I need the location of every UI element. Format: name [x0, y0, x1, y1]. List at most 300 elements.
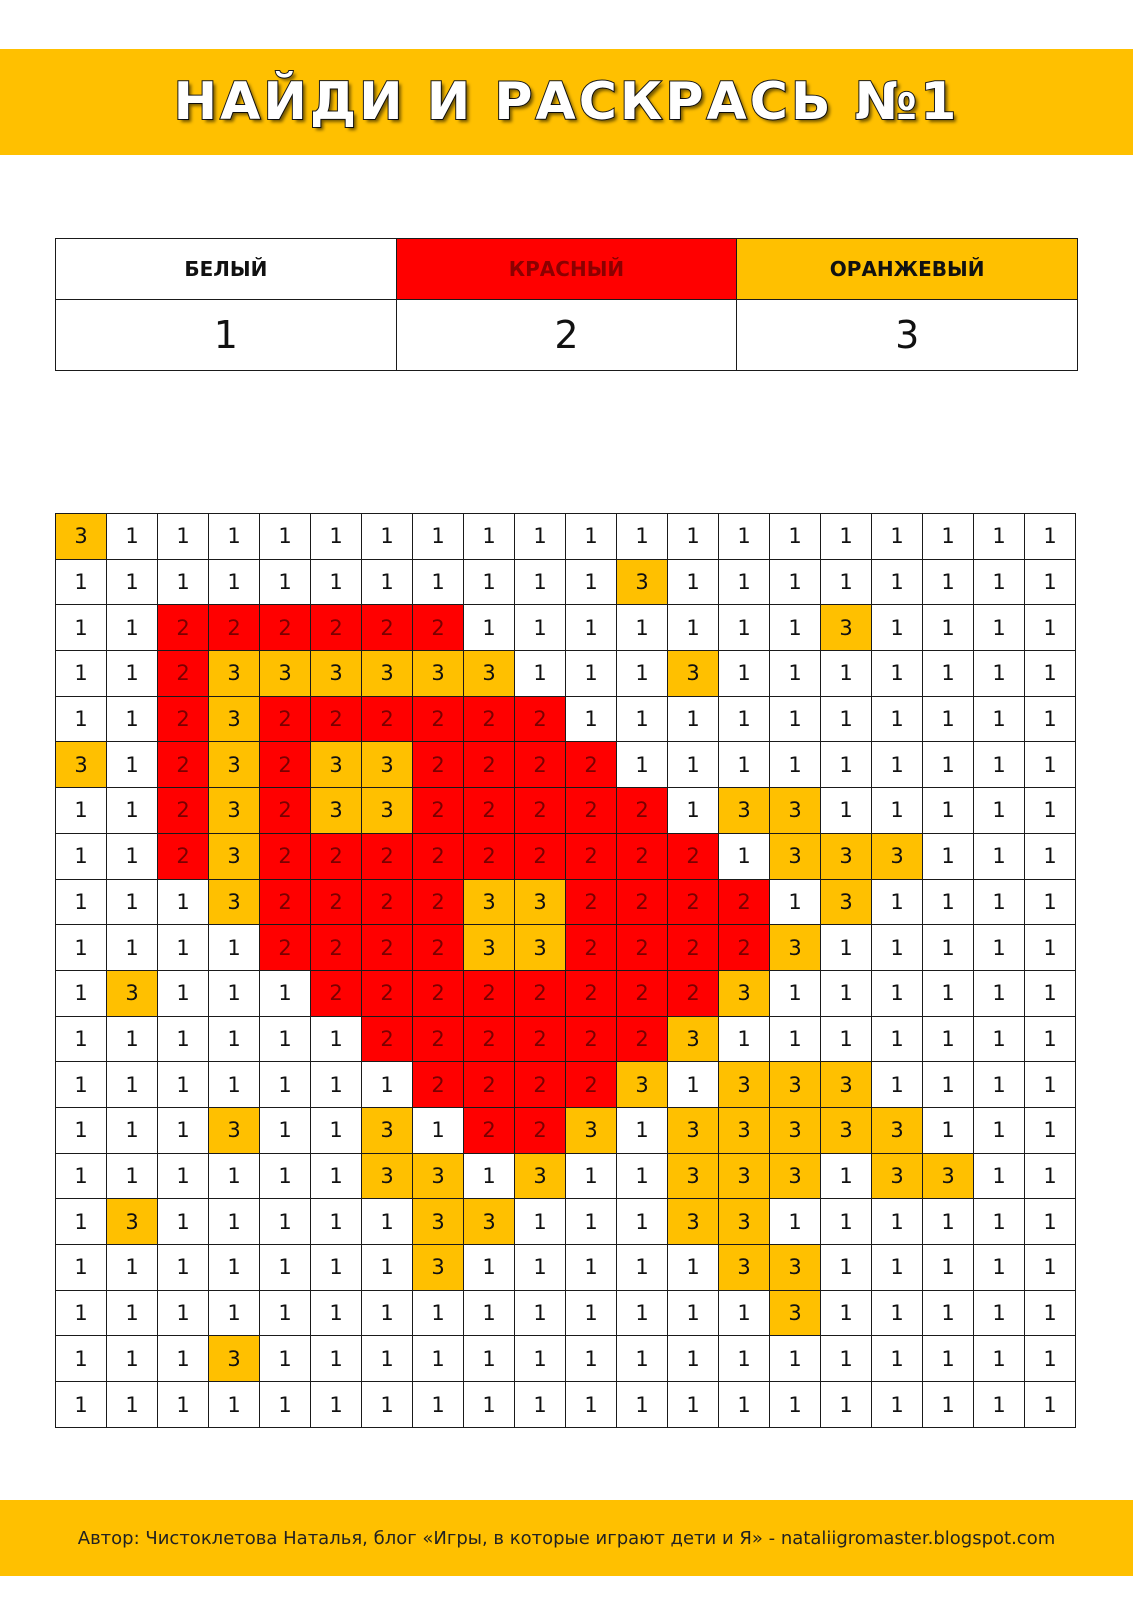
- grid-cell: 1: [974, 1382, 1025, 1428]
- grid-cell: 1: [56, 970, 107, 1016]
- grid-cell: 3: [821, 1062, 872, 1108]
- grid-cell: 1: [158, 1245, 209, 1291]
- grid-cell: 1: [311, 1107, 362, 1153]
- grid-cell: 1: [566, 1382, 617, 1428]
- coloring-grid: [55, 513, 1076, 1428]
- grid-cell: 3: [209, 1336, 260, 1382]
- grid-cell: 1: [821, 559, 872, 605]
- grid-cell: 1: [668, 1062, 719, 1108]
- grid-cell: 3: [770, 1245, 821, 1291]
- grid-cell: 1: [821, 1016, 872, 1062]
- grid-cell: 1: [1025, 1199, 1076, 1245]
- grid-cell: 1: [515, 1382, 566, 1428]
- legend-number-white: 1: [56, 300, 397, 371]
- grid-cell: 1: [311, 1245, 362, 1291]
- grid-cell: 2: [464, 970, 515, 1016]
- grid-cell: 1: [158, 559, 209, 605]
- grid-cell: 1: [617, 696, 668, 742]
- grid-cell: 1: [107, 1245, 158, 1291]
- grid-cell: 1: [56, 651, 107, 697]
- grid-cell: 2: [413, 925, 464, 971]
- grid-cell: 2: [413, 879, 464, 925]
- grid-cell: 1: [719, 605, 770, 651]
- grid-cell: 2: [464, 742, 515, 788]
- grid-cell: 1: [1025, 925, 1076, 971]
- grid-cell: 1: [209, 925, 260, 971]
- grid-cell: 1: [56, 879, 107, 925]
- grid-row: [56, 1062, 1076, 1108]
- grid-cell: 1: [56, 696, 107, 742]
- grid-row: [56, 514, 1076, 560]
- grid-row: [56, 925, 1076, 971]
- grid-cell: 1: [719, 1336, 770, 1382]
- grid-cell: 1: [974, 1199, 1025, 1245]
- grid-cell: 1: [872, 559, 923, 605]
- grid-cell: 3: [617, 1062, 668, 1108]
- grid-cell: 1: [923, 605, 974, 651]
- grid-cell: 2: [464, 788, 515, 834]
- grid-cell: 1: [923, 1245, 974, 1291]
- grid-cell: 3: [770, 1290, 821, 1336]
- grid-cell: 1: [821, 970, 872, 1016]
- grid-cell: 2: [413, 788, 464, 834]
- grid-cell: 1: [872, 514, 923, 560]
- grid-cell: 1: [821, 742, 872, 788]
- grid-cell: 2: [668, 970, 719, 1016]
- grid-cell: 1: [872, 1016, 923, 1062]
- grid-cell: 1: [770, 1382, 821, 1428]
- grid-cell: 1: [260, 514, 311, 560]
- grid-cell: 1: [974, 1153, 1025, 1199]
- grid-cell: 2: [311, 605, 362, 651]
- grid-cell: 1: [1025, 1107, 1076, 1153]
- author-credit: Автор: Чистоклетова Наталья, блог «Игры, в которые играют дети и Я» - nataliigromaster.blogspot.com: [77, 1527, 1056, 1549]
- grid-cell: 1: [158, 1016, 209, 1062]
- grid-cell: 1: [821, 651, 872, 697]
- grid-cell: 1: [107, 1153, 158, 1199]
- grid-cell: 1: [974, 925, 1025, 971]
- grid-cell: 1: [464, 559, 515, 605]
- grid-cell: 1: [923, 742, 974, 788]
- grid-cell: 1: [668, 559, 719, 605]
- grid-cell: 3: [311, 742, 362, 788]
- grid-cell: 1: [770, 559, 821, 605]
- grid-cell: 3: [56, 514, 107, 560]
- grid-cell: 1: [515, 1245, 566, 1291]
- grid-cell: 1: [515, 605, 566, 651]
- grid-cell: 1: [1025, 1245, 1076, 1291]
- grid-cell: 2: [413, 605, 464, 651]
- grid-cell: 1: [107, 1336, 158, 1382]
- color-legend: [55, 238, 1078, 371]
- grid-cell: 1: [668, 1290, 719, 1336]
- grid-cell: 1: [923, 1062, 974, 1108]
- grid-cell: 2: [566, 1062, 617, 1108]
- grid-cell: 3: [668, 1153, 719, 1199]
- grid-cell: 2: [464, 1016, 515, 1062]
- grid-cell: 3: [413, 1153, 464, 1199]
- grid-cell: 3: [107, 1199, 158, 1245]
- grid-cell: 1: [770, 1199, 821, 1245]
- grid-cell: 1: [617, 742, 668, 788]
- grid-cell: 1: [923, 1336, 974, 1382]
- grid-cell: 3: [515, 925, 566, 971]
- legend-color-red: КРАСНЫЙ: [396, 239, 737, 300]
- grid-cell: 3: [413, 651, 464, 697]
- grid-cell: 2: [311, 879, 362, 925]
- grid-cell: 1: [1025, 514, 1076, 560]
- grid-cell: 1: [107, 1062, 158, 1108]
- grid-cell: 1: [617, 605, 668, 651]
- grid-cell: 3: [311, 788, 362, 834]
- grid-cell: 2: [311, 696, 362, 742]
- grid-cell: 1: [770, 1016, 821, 1062]
- grid-cell: 1: [1025, 605, 1076, 651]
- grid-cell: 2: [158, 696, 209, 742]
- grid-cell: 1: [362, 559, 413, 605]
- legend-color-white: БЕЛЫЙ: [56, 239, 397, 300]
- grid-cell: 1: [209, 1382, 260, 1428]
- grid-cell: 1: [158, 1153, 209, 1199]
- grid-cell: 1: [617, 1107, 668, 1153]
- grid-cell: 1: [923, 879, 974, 925]
- grid-cell: 2: [719, 879, 770, 925]
- grid-cell: 1: [464, 514, 515, 560]
- grid-cell: 1: [260, 1245, 311, 1291]
- grid-cell: 1: [158, 1382, 209, 1428]
- grid-cell: 1: [923, 1016, 974, 1062]
- grid-cell: 3: [311, 651, 362, 697]
- grid-cell: 2: [158, 833, 209, 879]
- grid-cell: 1: [974, 1016, 1025, 1062]
- grid-cell: 3: [770, 1153, 821, 1199]
- grid-cell: 1: [872, 1245, 923, 1291]
- grid-cell: 1: [974, 1107, 1025, 1153]
- grid-cell: 1: [923, 1107, 974, 1153]
- grid-cell: 1: [56, 1382, 107, 1428]
- grid-cell: 1: [107, 879, 158, 925]
- grid-cell: 1: [515, 1290, 566, 1336]
- grid-cell: 1: [719, 559, 770, 605]
- grid-cell: 3: [209, 1107, 260, 1153]
- grid-cell: 1: [413, 1336, 464, 1382]
- grid-cell: 1: [872, 1382, 923, 1428]
- grid-cell: 1: [872, 788, 923, 834]
- grid-cell: 1: [107, 559, 158, 605]
- grid-cell: 1: [974, 879, 1025, 925]
- grid-cell: 1: [209, 514, 260, 560]
- grid-cell: 3: [515, 879, 566, 925]
- grid-cell: 1: [821, 925, 872, 971]
- grid-cell: 1: [923, 833, 974, 879]
- grid-cell: 2: [566, 879, 617, 925]
- grid-cell: 1: [158, 1290, 209, 1336]
- grid-cell: 1: [974, 696, 1025, 742]
- grid-cell: 1: [566, 651, 617, 697]
- grid-cell: 1: [260, 1336, 311, 1382]
- grid-cell: 1: [1025, 696, 1076, 742]
- grid-cell: 2: [668, 833, 719, 879]
- grid-cell: 1: [566, 1153, 617, 1199]
- grid-row: [56, 559, 1076, 605]
- grid-cell: 3: [209, 651, 260, 697]
- grid-cell: 1: [464, 1290, 515, 1336]
- grid-cell: 1: [566, 696, 617, 742]
- grid-cell: 1: [668, 788, 719, 834]
- grid-cell: 3: [668, 651, 719, 697]
- grid-cell: 2: [413, 1016, 464, 1062]
- grid-cell: 2: [362, 1016, 413, 1062]
- grid-cell: 1: [668, 742, 719, 788]
- grid-cell: 1: [872, 879, 923, 925]
- grid-cell: 1: [974, 605, 1025, 651]
- grid-cell: 1: [1025, 1290, 1076, 1336]
- grid-cell: 2: [515, 1107, 566, 1153]
- grid-row: [56, 1382, 1076, 1428]
- grid-cell: 1: [719, 833, 770, 879]
- grid-cell: 3: [668, 1107, 719, 1153]
- grid-cell: 2: [464, 1107, 515, 1153]
- grid-cell: 2: [158, 742, 209, 788]
- grid-cell: 1: [464, 605, 515, 651]
- grid-cell: 1: [362, 1199, 413, 1245]
- grid-cell: 3: [107, 970, 158, 1016]
- grid-cell: 1: [974, 788, 1025, 834]
- grid-cell: 1: [107, 605, 158, 651]
- grid-cell: 1: [107, 833, 158, 879]
- grid-cell: 1: [974, 651, 1025, 697]
- grid-cell: 2: [515, 970, 566, 1016]
- grid-cell: 1: [1025, 879, 1076, 925]
- grid-cell: 2: [260, 879, 311, 925]
- grid-cell: 2: [260, 925, 311, 971]
- grid-cell: 1: [362, 514, 413, 560]
- grid-cell: 1: [974, 514, 1025, 560]
- grid-row: [56, 970, 1076, 1016]
- grid-cell: 3: [872, 833, 923, 879]
- grid-cell: 1: [107, 651, 158, 697]
- grid-cell: 3: [770, 925, 821, 971]
- grid-cell: 3: [821, 879, 872, 925]
- grid-row: [56, 696, 1076, 742]
- grid-cell: 1: [1025, 1016, 1076, 1062]
- grid-cell: 3: [872, 1107, 923, 1153]
- legend-color-orange: ОРАНЖЕВЫЙ: [737, 239, 1078, 300]
- grid-cell: 1: [923, 1290, 974, 1336]
- grid-cell: 1: [464, 1245, 515, 1291]
- grid-cell: 1: [872, 1062, 923, 1108]
- grid-cell: 2: [413, 696, 464, 742]
- legend-number-red: 2: [396, 300, 737, 371]
- grid-cell: 1: [770, 879, 821, 925]
- grid-cell: 2: [566, 742, 617, 788]
- grid-cell: 2: [617, 970, 668, 1016]
- grid-cell: 3: [56, 742, 107, 788]
- grid-cell: 1: [668, 1245, 719, 1291]
- grid-cell: 1: [617, 1199, 668, 1245]
- grid-cell: 1: [923, 1199, 974, 1245]
- grid-cell: 1: [1025, 1062, 1076, 1108]
- grid-cell: 1: [923, 651, 974, 697]
- grid-cell: 1: [515, 559, 566, 605]
- grid-cell: 1: [923, 788, 974, 834]
- grid-cell: 1: [107, 696, 158, 742]
- grid-cell: 2: [566, 925, 617, 971]
- grid-cell: 3: [260, 651, 311, 697]
- grid-cell: 1: [566, 559, 617, 605]
- grid-cell: 1: [413, 1382, 464, 1428]
- grid-cell: 1: [260, 1199, 311, 1245]
- legend-color-row: [56, 239, 1078, 300]
- grid-cell: 3: [464, 879, 515, 925]
- grid-cell: 1: [209, 1153, 260, 1199]
- grid-cell: 2: [464, 1062, 515, 1108]
- grid-cell: 2: [668, 925, 719, 971]
- grid-row: [56, 833, 1076, 879]
- grid-cell: 1: [209, 1290, 260, 1336]
- grid-cell: 1: [770, 605, 821, 651]
- grid-cell: 1: [107, 1290, 158, 1336]
- legend-number-row: [56, 300, 1078, 371]
- grid-cell: 2: [617, 925, 668, 971]
- grid-row: [56, 1016, 1076, 1062]
- grid-cell: 1: [158, 925, 209, 971]
- grid-cell: 1: [56, 1336, 107, 1382]
- grid-cell: 3: [719, 1107, 770, 1153]
- grid-cell: 1: [56, 1153, 107, 1199]
- grid-cell: 1: [872, 651, 923, 697]
- grid-cell: 2: [209, 605, 260, 651]
- grid-cell: 1: [974, 970, 1025, 1016]
- grid-cell: 1: [515, 651, 566, 697]
- grid-cell: 1: [872, 970, 923, 1016]
- grid-cell: 3: [413, 1245, 464, 1291]
- grid-cell: 3: [209, 742, 260, 788]
- grid-cell: 1: [923, 925, 974, 971]
- grid-row: [56, 788, 1076, 834]
- grid-row: [56, 1107, 1076, 1153]
- grid-cell: 1: [668, 1382, 719, 1428]
- grid-cell: 1: [362, 1290, 413, 1336]
- grid-cell: 1: [872, 1290, 923, 1336]
- grid-cell: 1: [1025, 1336, 1076, 1382]
- grid-cell: 2: [362, 925, 413, 971]
- grid-cell: 3: [464, 1199, 515, 1245]
- grid-cell: 1: [158, 1199, 209, 1245]
- grid-cell: 2: [515, 833, 566, 879]
- grid-row: [56, 1245, 1076, 1291]
- grid-cell: 1: [974, 1290, 1025, 1336]
- grid-cell: 2: [362, 879, 413, 925]
- grid-cell: 3: [719, 788, 770, 834]
- grid-cell: 1: [821, 514, 872, 560]
- grid-cell: 3: [821, 1107, 872, 1153]
- grid-cell: 3: [719, 1062, 770, 1108]
- title-banner: [0, 49, 1133, 155]
- grid-cell: 1: [617, 1153, 668, 1199]
- legend-number-orange: 3: [737, 300, 1078, 371]
- grid-cell: 1: [311, 514, 362, 560]
- grid-cell: 1: [1025, 651, 1076, 697]
- grid-cell: 1: [1025, 788, 1076, 834]
- grid-cell: 2: [668, 879, 719, 925]
- grid-cell: 1: [1025, 970, 1076, 1016]
- grid-cell: 1: [311, 559, 362, 605]
- grid-cell: 3: [770, 833, 821, 879]
- grid-cell: 3: [362, 1107, 413, 1153]
- grid-cell: 1: [158, 1336, 209, 1382]
- grid-cell: 1: [209, 559, 260, 605]
- grid-cell: 2: [260, 605, 311, 651]
- grid-cell: 1: [770, 514, 821, 560]
- grid-cell: 3: [719, 1199, 770, 1245]
- grid-cell: 1: [872, 1336, 923, 1382]
- grid-cell: 1: [260, 1062, 311, 1108]
- grid-cell: 1: [668, 696, 719, 742]
- grid-cell: 1: [770, 651, 821, 697]
- grid-cell: 1: [56, 1245, 107, 1291]
- grid-cell: 1: [260, 1107, 311, 1153]
- grid-cell: 3: [362, 651, 413, 697]
- grid-cell: 1: [770, 696, 821, 742]
- grid-cell: 1: [464, 1382, 515, 1428]
- grid-cell: 1: [566, 1290, 617, 1336]
- grid-cell: 1: [311, 1062, 362, 1108]
- grid-cell: 1: [770, 970, 821, 1016]
- grid-cell: 1: [413, 514, 464, 560]
- grid-cell: 1: [821, 1290, 872, 1336]
- grid-cell: 1: [1025, 559, 1076, 605]
- grid-cell: 1: [311, 1153, 362, 1199]
- grid-cell: 2: [464, 833, 515, 879]
- grid-cell: 3: [209, 879, 260, 925]
- grid-cell: 3: [209, 833, 260, 879]
- grid-cell: 2: [515, 742, 566, 788]
- grid-cell: 1: [1025, 1382, 1076, 1428]
- grid-cell: 1: [617, 1382, 668, 1428]
- grid-cell: 1: [362, 1382, 413, 1428]
- grid-cell: 1: [464, 1153, 515, 1199]
- grid-cell: 1: [107, 925, 158, 971]
- grid-cell: 1: [158, 1107, 209, 1153]
- grid-cell: 1: [719, 1382, 770, 1428]
- grid-cell: 3: [566, 1107, 617, 1153]
- grid-cell: 1: [56, 605, 107, 651]
- grid-cell: 1: [209, 1062, 260, 1108]
- grid-row: [56, 1199, 1076, 1245]
- grid-cell: 3: [770, 1107, 821, 1153]
- grid-cell: 3: [668, 1016, 719, 1062]
- grid-cell: 1: [56, 1107, 107, 1153]
- grid-cell: 1: [260, 1382, 311, 1428]
- grid-cell: 2: [362, 833, 413, 879]
- grid-cell: 1: [668, 605, 719, 651]
- grid-cell: 1: [974, 1062, 1025, 1108]
- grid-cell: 3: [770, 1062, 821, 1108]
- grid-cell: 2: [617, 879, 668, 925]
- grid-row: [56, 1153, 1076, 1199]
- grid-cell: 3: [413, 1199, 464, 1245]
- grid-cell: 1: [872, 742, 923, 788]
- grid-cell: 2: [158, 788, 209, 834]
- grid-cell: 1: [566, 514, 617, 560]
- grid-cell: 2: [515, 1016, 566, 1062]
- grid-cell: 1: [413, 559, 464, 605]
- grid-cell: 1: [974, 833, 1025, 879]
- grid-cell: 1: [821, 788, 872, 834]
- grid-cell: 1: [209, 1016, 260, 1062]
- grid-cell: 3: [362, 788, 413, 834]
